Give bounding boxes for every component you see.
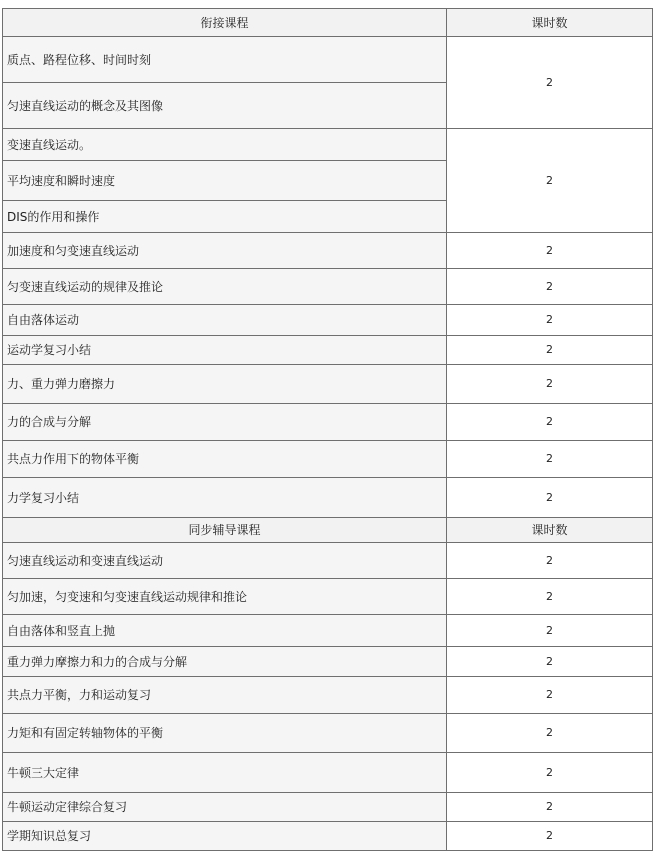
- section-hours-header: 课时数: [447, 518, 653, 543]
- course-name: 自由落体和竖直上抛: [3, 615, 447, 647]
- table-row: [3, 365, 653, 404]
- table-row: [3, 129, 653, 161]
- course-name: 力、重力弹力磨擦力: [3, 365, 447, 404]
- table-row: [3, 478, 653, 518]
- table-row: [3, 793, 653, 822]
- course-hours: 2: [447, 365, 653, 404]
- course-hours: 2: [447, 441, 653, 478]
- course-name: 匀加速，匀变速和匀变速直线运动规律和推论: [3, 579, 447, 615]
- course-hours: 2: [447, 543, 653, 579]
- course-name: 平均速度和瞬时速度: [3, 161, 447, 201]
- course-name: DIS的作用和操作: [3, 201, 447, 233]
- table-row: [3, 404, 653, 441]
- course-name: 共点力作用下的物体平衡: [3, 441, 447, 478]
- course-hours: 2: [447, 404, 653, 441]
- course-name: 力的合成与分解: [3, 404, 447, 441]
- table-row: [3, 233, 653, 269]
- section-course-header: 衔接课程: [3, 9, 447, 37]
- course-name: 运动学复习小结: [3, 336, 447, 365]
- section-hours-header: 课时数: [447, 9, 653, 37]
- course-name: 学期知识总复习: [3, 822, 447, 851]
- course-hours: 2: [447, 37, 653, 129]
- course-name: 自由落体运动: [3, 305, 447, 336]
- course-name: 重力弹力摩擦力和力的合成与分解: [3, 647, 447, 677]
- table-row: [3, 37, 653, 83]
- course-hours: 2: [447, 714, 653, 753]
- course-name: 匀速直线运动的概念及其图像: [3, 83, 447, 129]
- table-row: [3, 305, 653, 336]
- table-row: [3, 714, 653, 753]
- table-row: [3, 269, 653, 305]
- course-name: 匀速直线运动和变速直线运动: [3, 543, 447, 579]
- table-row: [3, 543, 653, 579]
- course-name: 力矩和有固定转轴物体的平衡: [3, 714, 447, 753]
- course-name: 加速度和匀变速直线运动: [3, 233, 447, 269]
- section-course-header: 同步辅导课程: [3, 518, 447, 543]
- course-hours: 2: [447, 793, 653, 822]
- course-name: 变速直线运动。: [3, 129, 447, 161]
- course-hours: 2: [447, 305, 653, 336]
- table-row: [3, 753, 653, 793]
- course-hours: 2: [447, 615, 653, 647]
- table-row: [3, 677, 653, 714]
- course-hours: 2: [447, 579, 653, 615]
- table-row: [3, 615, 653, 647]
- course-hours: 2: [447, 677, 653, 714]
- table-row: [3, 647, 653, 677]
- table-row: [3, 336, 653, 365]
- course-hours: 2: [447, 336, 653, 365]
- course-hours: 2: [447, 233, 653, 269]
- table-row: [3, 822, 653, 851]
- course-hours: 2: [447, 129, 653, 233]
- course-name: 牛顿三大定律: [3, 753, 447, 793]
- course-name: 牛顿运动定律综合复习: [3, 793, 447, 822]
- course-hours: 2: [447, 822, 653, 851]
- section-header-row: [3, 518, 653, 543]
- course-schedule-table: [2, 8, 653, 851]
- course-hours: 2: [447, 753, 653, 793]
- course-hours: 2: [447, 478, 653, 518]
- course-hours: 2: [447, 269, 653, 305]
- table-row: [3, 579, 653, 615]
- course-name: 匀变速直线运动的规律及推论: [3, 269, 447, 305]
- course-hours: 2: [447, 647, 653, 677]
- table-row: [3, 441, 653, 478]
- section-header-row: [3, 9, 653, 37]
- course-name: 质点、路程位移、时间时刻: [3, 37, 447, 83]
- course-name: 力学复习小结: [3, 478, 447, 518]
- course-name: 共点力平衡，力和运动复习: [3, 677, 447, 714]
